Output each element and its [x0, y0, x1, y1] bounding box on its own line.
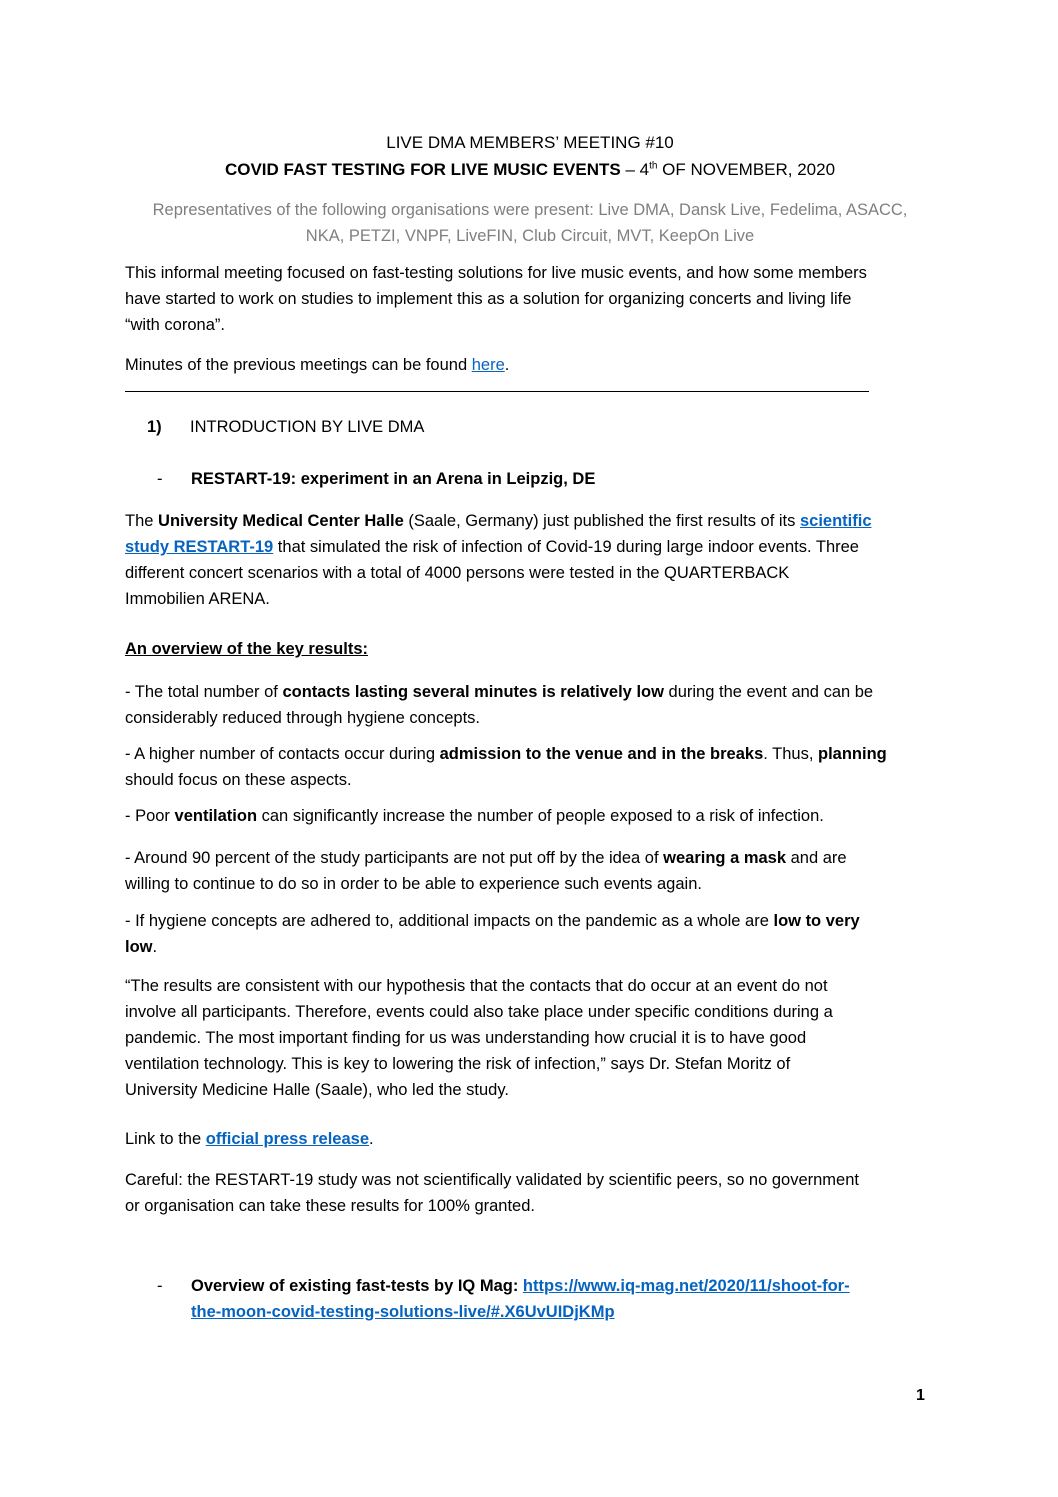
- section-title: INTRODUCTION BY LIVE DMA: [190, 418, 425, 436]
- text: . Thus,: [763, 745, 818, 763]
- overview-heading: An overview of the key results:: [125, 640, 368, 658]
- text: should focus on these aspects.: [125, 771, 352, 789]
- subtitle-bold: COVID FAST TESTING FOR LIVE MUSIC EVENTS: [224, 160, 621, 179]
- emphasis: admission to the venue and in the breaks: [439, 745, 764, 763]
- restart-heading: [157, 470, 595, 489]
- text: - Poor: [125, 807, 175, 825]
- emphasis: low: [125, 938, 153, 956]
- press-release-link[interactable]: official press release: [205, 1130, 369, 1148]
- quote-line: pandemic. The most important finding for us was understanding how crucial it is to have good: [125, 1029, 807, 1047]
- text: .: [152, 938, 158, 956]
- careful-paragraph: [125, 1167, 937, 1219]
- result-item: [125, 803, 937, 829]
- iq-label: Overview of existing fast-tests by IQ Mag:: [191, 1277, 523, 1295]
- restart-line: [125, 508, 937, 534]
- text: (Saale, Germany) just published the first results of its: [403, 512, 800, 530]
- bullet-dash: -: [157, 470, 163, 488]
- text: considerably reduced through hygiene concepts.: [125, 709, 480, 727]
- emphasis: contacts lasting several minutes is relatively low: [282, 683, 664, 701]
- bullet-dash: -: [157, 1277, 163, 1295]
- text: and are: [786, 849, 847, 867]
- emphasis: wearing a mask: [663, 849, 787, 867]
- institution-name: University Medical Center Halle: [158, 512, 404, 530]
- restart-line: [125, 534, 937, 560]
- emphasis: ventilation: [174, 807, 258, 825]
- attendees-list: [125, 197, 935, 249]
- result-item: [125, 908, 937, 960]
- text: .: [369, 1130, 374, 1148]
- text: - A higher number of contacts occur during: [125, 745, 440, 763]
- restart-line: Immobilien ARENA.: [125, 590, 270, 608]
- meeting-title: LIVE DMA MEMBERS’ MEETING #10: [386, 133, 674, 152]
- horizontal-divider: [125, 391, 869, 392]
- text: - Around 90 percent of the study participants are not put off by the idea of: [125, 849, 664, 867]
- emphasis: planning: [818, 745, 887, 763]
- section-heading-1: [147, 418, 424, 437]
- intro-line: This informal meeting focused on fast-testing solutions for live music events, and how some members: [125, 264, 867, 282]
- intro-line: have started to work on studies to implement this as a solution for organizing concerts and living life: [125, 290, 852, 308]
- restart-line: different concert scenarios with a total of 4000 persons were tested in the QUARTERBACK: [125, 564, 790, 582]
- result-item: [125, 679, 937, 731]
- quote-line: ventilation technology. This is key to lowering the risk of infection,” says Dr. Stefan Moritz of: [125, 1055, 791, 1073]
- intro-paragraph: [125, 260, 937, 338]
- section-number: 1): [147, 418, 162, 436]
- quote-line: University Medicine Halle (Saale), who led the study.: [125, 1081, 509, 1099]
- text: during the event and can be: [663, 683, 874, 701]
- result-item: [125, 845, 937, 897]
- attendees-line: NKA, PETZI, VNPF, LiveFIN, Club Circuit, MVT, KeepOn Live: [305, 227, 755, 245]
- attendees-line: Representatives of the following organisations were present: Live DMA, Dansk Live, Fedelima, ASACC,: [152, 201, 908, 219]
- text: - If hygiene concepts are adhered to, additional impacts on the pandemic as a whole are: [125, 912, 774, 930]
- scientific-study-link-cont[interactable]: study RESTART-19: [125, 538, 274, 556]
- text: - The total number of: [125, 683, 283, 701]
- restart-paragraph: [125, 508, 937, 612]
- text: that simulated the risk of infection of Covid-19 during large indoor events. Three: [273, 538, 859, 556]
- emphasis: low to very: [773, 912, 860, 930]
- restart-heading-text: RESTART-19: experiment in an Arena in Leipzig, DE: [191, 470, 596, 488]
- quote-line: “The results are consistent with our hypothesis that the contacts that do occur at an event do not: [125, 977, 828, 995]
- iq-mag-bullet: [157, 1273, 917, 1325]
- iq-mag-link-cont[interactable]: the-moon-covid-testing-solutions-live/#.X6UvUIDjKMp: [191, 1303, 615, 1321]
- text: Link to the: [125, 1130, 206, 1148]
- text: can significantly increase the number of people exposed to a risk of infection.: [257, 807, 824, 825]
- page-number: 1: [916, 1387, 925, 1404]
- intro-line: “with corona”.: [125, 316, 225, 334]
- minutes-text: Minutes of the previous meetings can be found: [125, 356, 472, 374]
- minutes-paragraph: [125, 352, 937, 378]
- minutes-here-link[interactable]: here: [471, 356, 505, 374]
- text: Careful: the RESTART-19 study was not scientifically validated by scientific peers, so no government: [125, 1171, 859, 1189]
- quote-line: involve all participants. Therefore, events could also take place under specific conditions during a: [125, 1003, 833, 1021]
- subtitle-sup: th: [649, 160, 658, 172]
- result-item: [125, 741, 937, 793]
- iq-mag-link[interactable]: https://www.iq-mag.net/2020/11/shoot-for-: [522, 1277, 850, 1295]
- quote-paragraph: [125, 973, 937, 1103]
- minutes-suffix: .: [504, 356, 510, 374]
- text: or organisation can take these results for 100% granted.: [125, 1197, 535, 1215]
- subtitle-date: OF NOVEMBER, 2020: [657, 160, 836, 179]
- press-release-paragraph: [125, 1126, 937, 1152]
- scientific-study-link[interactable]: scientific: [799, 512, 872, 530]
- meeting-subtitle: [125, 160, 935, 180]
- subtitle-sep: – 4: [620, 160, 650, 179]
- text: willing to continue to do so in order to be able to experience such events again.: [125, 875, 702, 893]
- text: The: [125, 512, 159, 530]
